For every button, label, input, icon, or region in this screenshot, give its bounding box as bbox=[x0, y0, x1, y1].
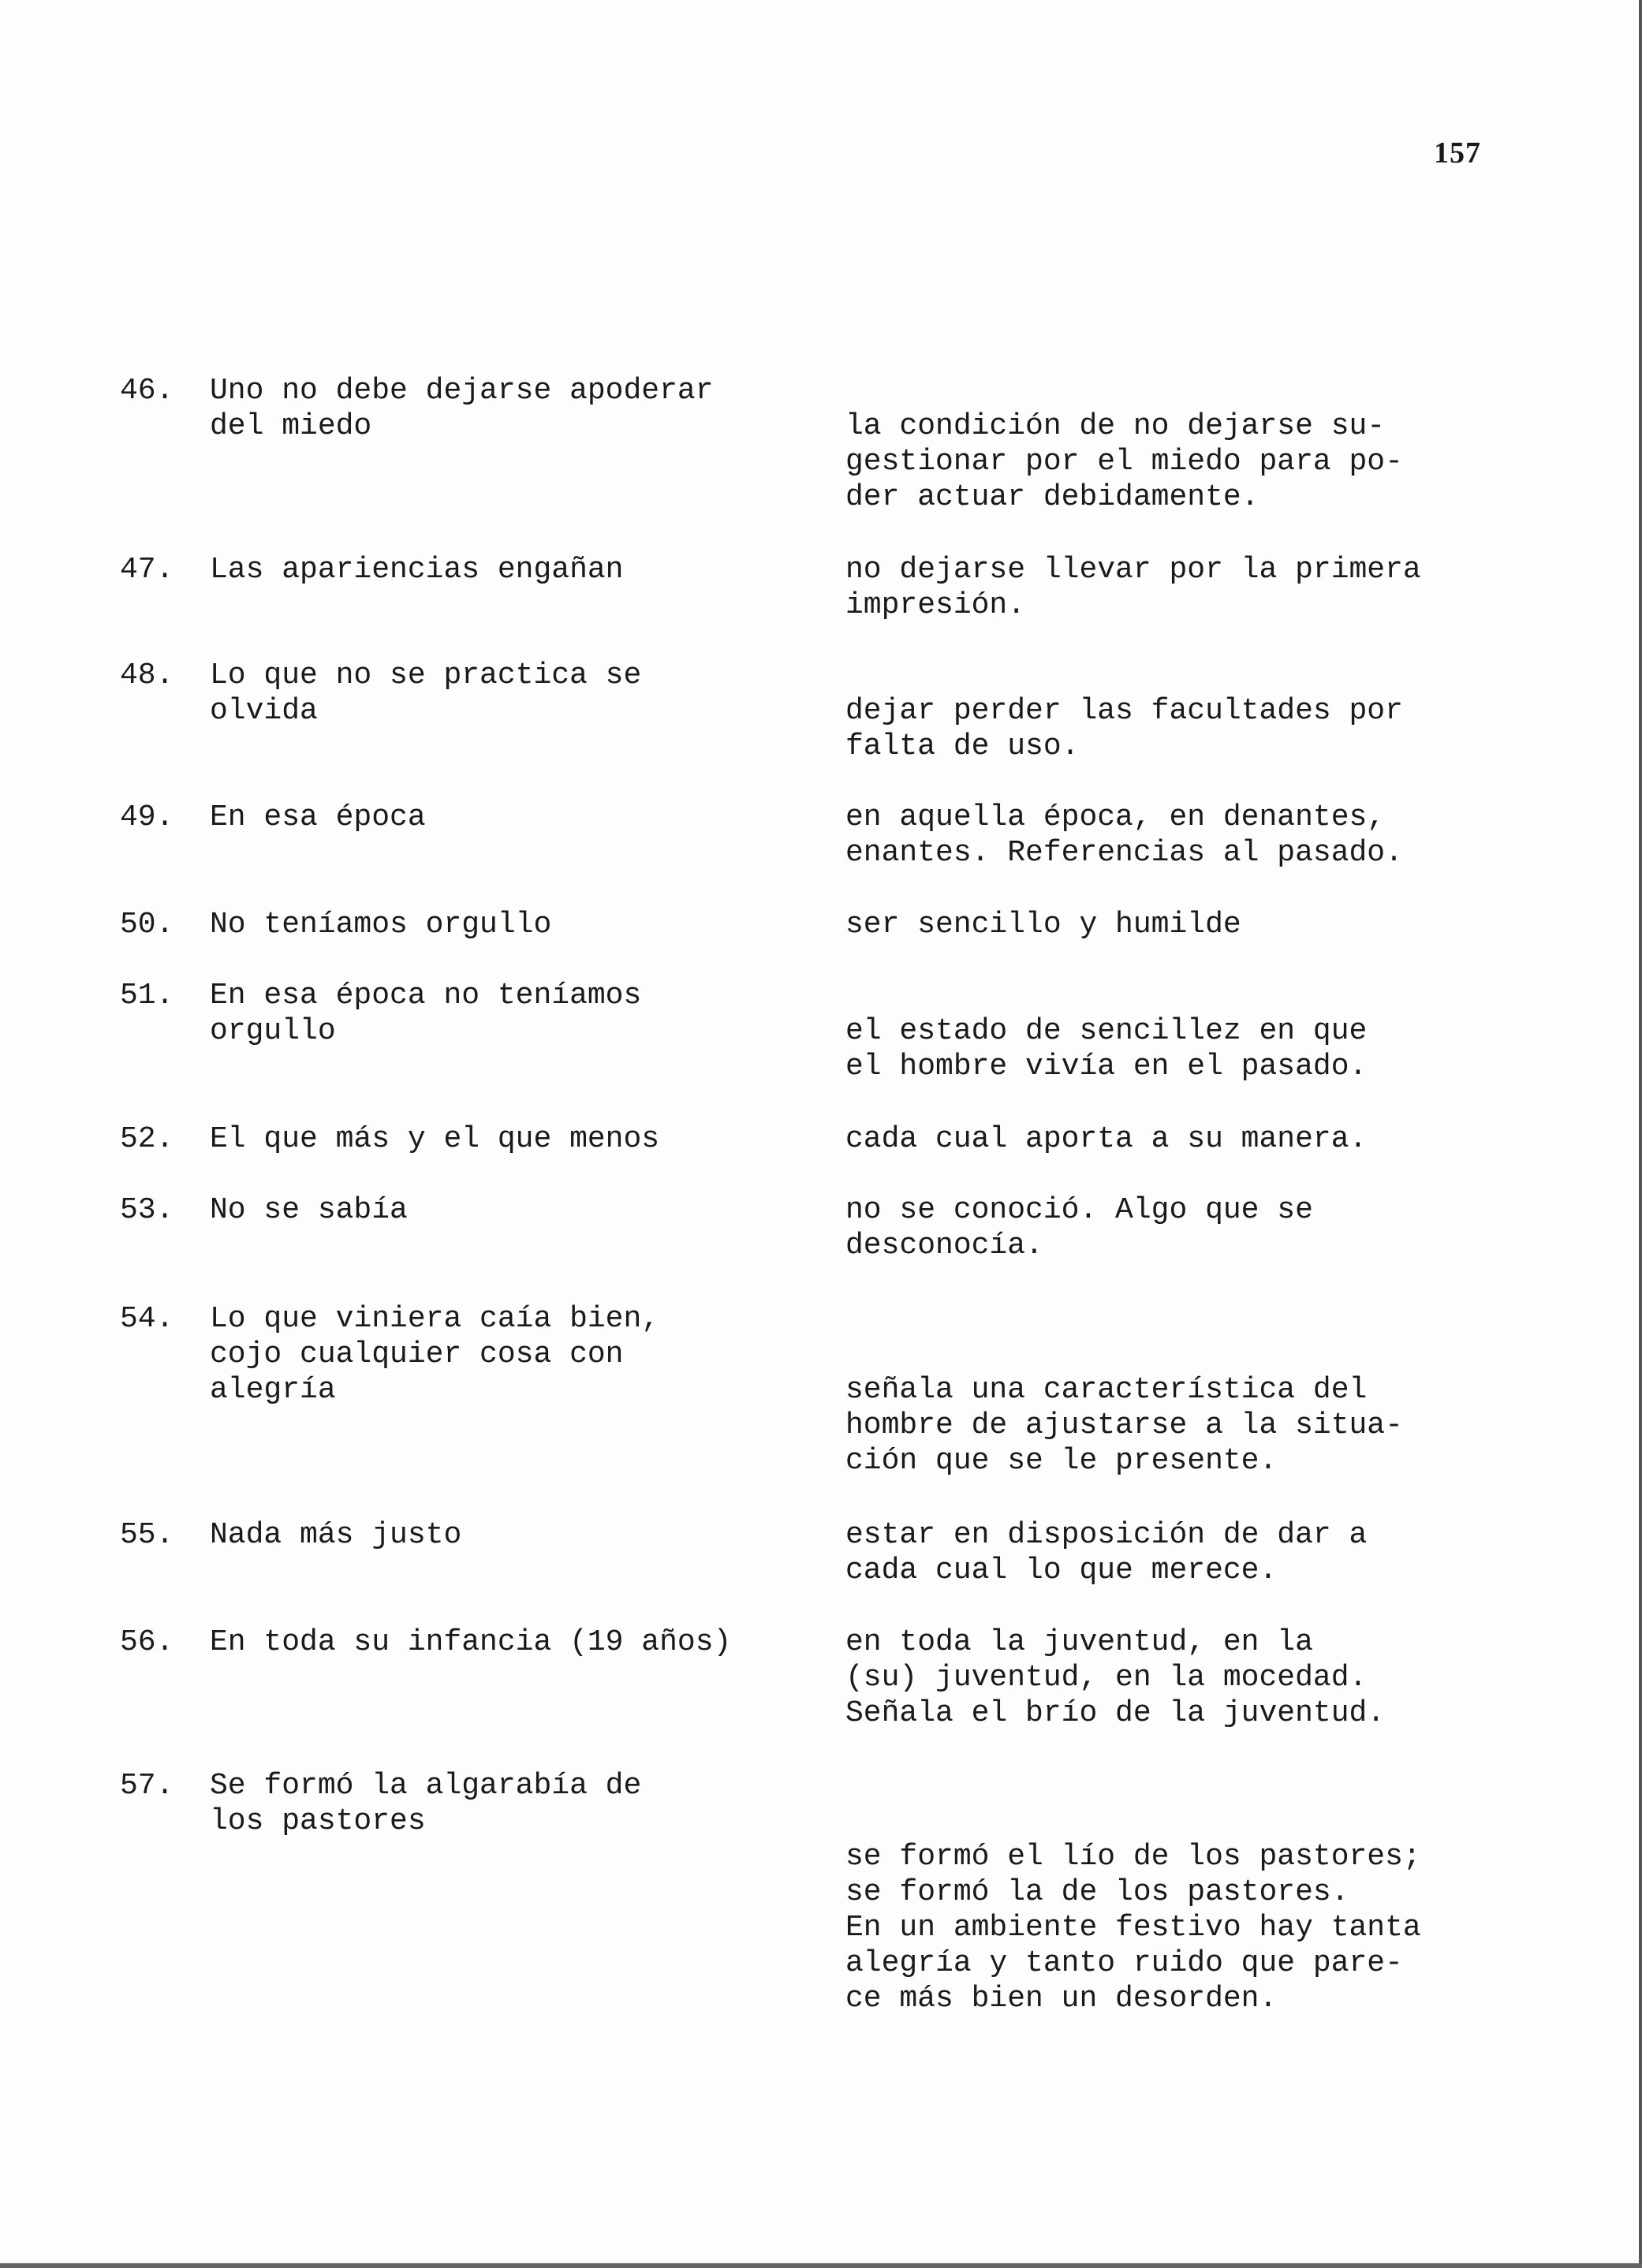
entry-meaning: no dejarse llevar por la primera impresión. bbox=[845, 553, 1421, 622]
entry-phrase: No se sabía bbox=[210, 1193, 408, 1227]
entry-meaning: estar en disposición de dar a cada cual lo que merece. bbox=[845, 1518, 1368, 1587]
entry-phrase: Las apariencias engañan bbox=[210, 553, 624, 587]
entry-meaning: se formó el lío de los pastores; se formó la de los pastores. En un ambiente festivo hay tanta alegría y tanto ruido que pare- ce más bien un desorden. bbox=[845, 1840, 1421, 2016]
entry-number: 54. bbox=[120, 1302, 174, 1336]
entry-meaning: en aquella época, en denantes, enantes. Referencias al pasado. bbox=[845, 800, 1403, 870]
entry-number: 50. bbox=[120, 908, 174, 942]
entry-meaning: el estado de sencillez en que el hombre vivía en el pasado. bbox=[845, 1014, 1368, 1084]
entry-meaning: en toda la juventud, en la (su) juventud, en la mocedad. Señala el brío de la juventud. bbox=[845, 1625, 1386, 1730]
entry-meaning: ser sencillo y humilde bbox=[845, 908, 1241, 942]
entry-phrase: Lo que viniera caía bien, cojo cualquier cosa con alegría bbox=[210, 1302, 660, 1407]
entry-meaning: la condición de no dejarse su- gestionar por el miedo para po- der actuar debidamente. bbox=[845, 409, 1403, 514]
entry-phrase: Lo que no se practica se olvida bbox=[210, 658, 642, 728]
entry-number: 52. bbox=[120, 1122, 174, 1156]
entry-number: 46. bbox=[120, 374, 174, 408]
entry-number: 51. bbox=[120, 979, 174, 1013]
entry-phrase: Uno no debe dejarse apoderar del miedo bbox=[210, 374, 714, 443]
entry-meaning: dejar perder las facultades por falta de uso. bbox=[845, 694, 1403, 763]
entry-number: 48. bbox=[120, 658, 174, 692]
entry-meaning: no se conoció. Algo que se desconocía. bbox=[845, 1193, 1313, 1263]
entry-number: 55. bbox=[120, 1518, 174, 1552]
entry-phrase: El que más y el que menos bbox=[210, 1122, 660, 1156]
entry-number: 53. bbox=[120, 1193, 174, 1227]
entry-meaning: señala una característica del hombre de ajustarse a la situa- ción que se le presente. bbox=[845, 1373, 1403, 1478]
entry-phrase: Nada más justo bbox=[210, 1518, 462, 1552]
entry-phrase: Se formó la algarabía de los pastores bbox=[210, 1769, 642, 1838]
entry-phrase: No teníamos orgullo bbox=[210, 908, 552, 942]
entry-number: 56. bbox=[120, 1625, 174, 1659]
entry-phrase: En esa época no teníamos orgullo bbox=[210, 979, 642, 1048]
entry-number: 47. bbox=[120, 553, 174, 587]
entry-number: 49. bbox=[120, 800, 174, 834]
entry-meaning: cada cual aporta a su manera. bbox=[845, 1122, 1368, 1156]
scan-edge-right bbox=[1639, 0, 1642, 2268]
scan-edge-bottom bbox=[0, 2263, 1642, 2268]
entry-phrase: En toda su infancia (19 años) bbox=[210, 1625, 732, 1659]
entry-number: 57. bbox=[120, 1769, 174, 1803]
entry-phrase: En esa época bbox=[210, 800, 426, 834]
page-number: 157 bbox=[1434, 136, 1481, 170]
